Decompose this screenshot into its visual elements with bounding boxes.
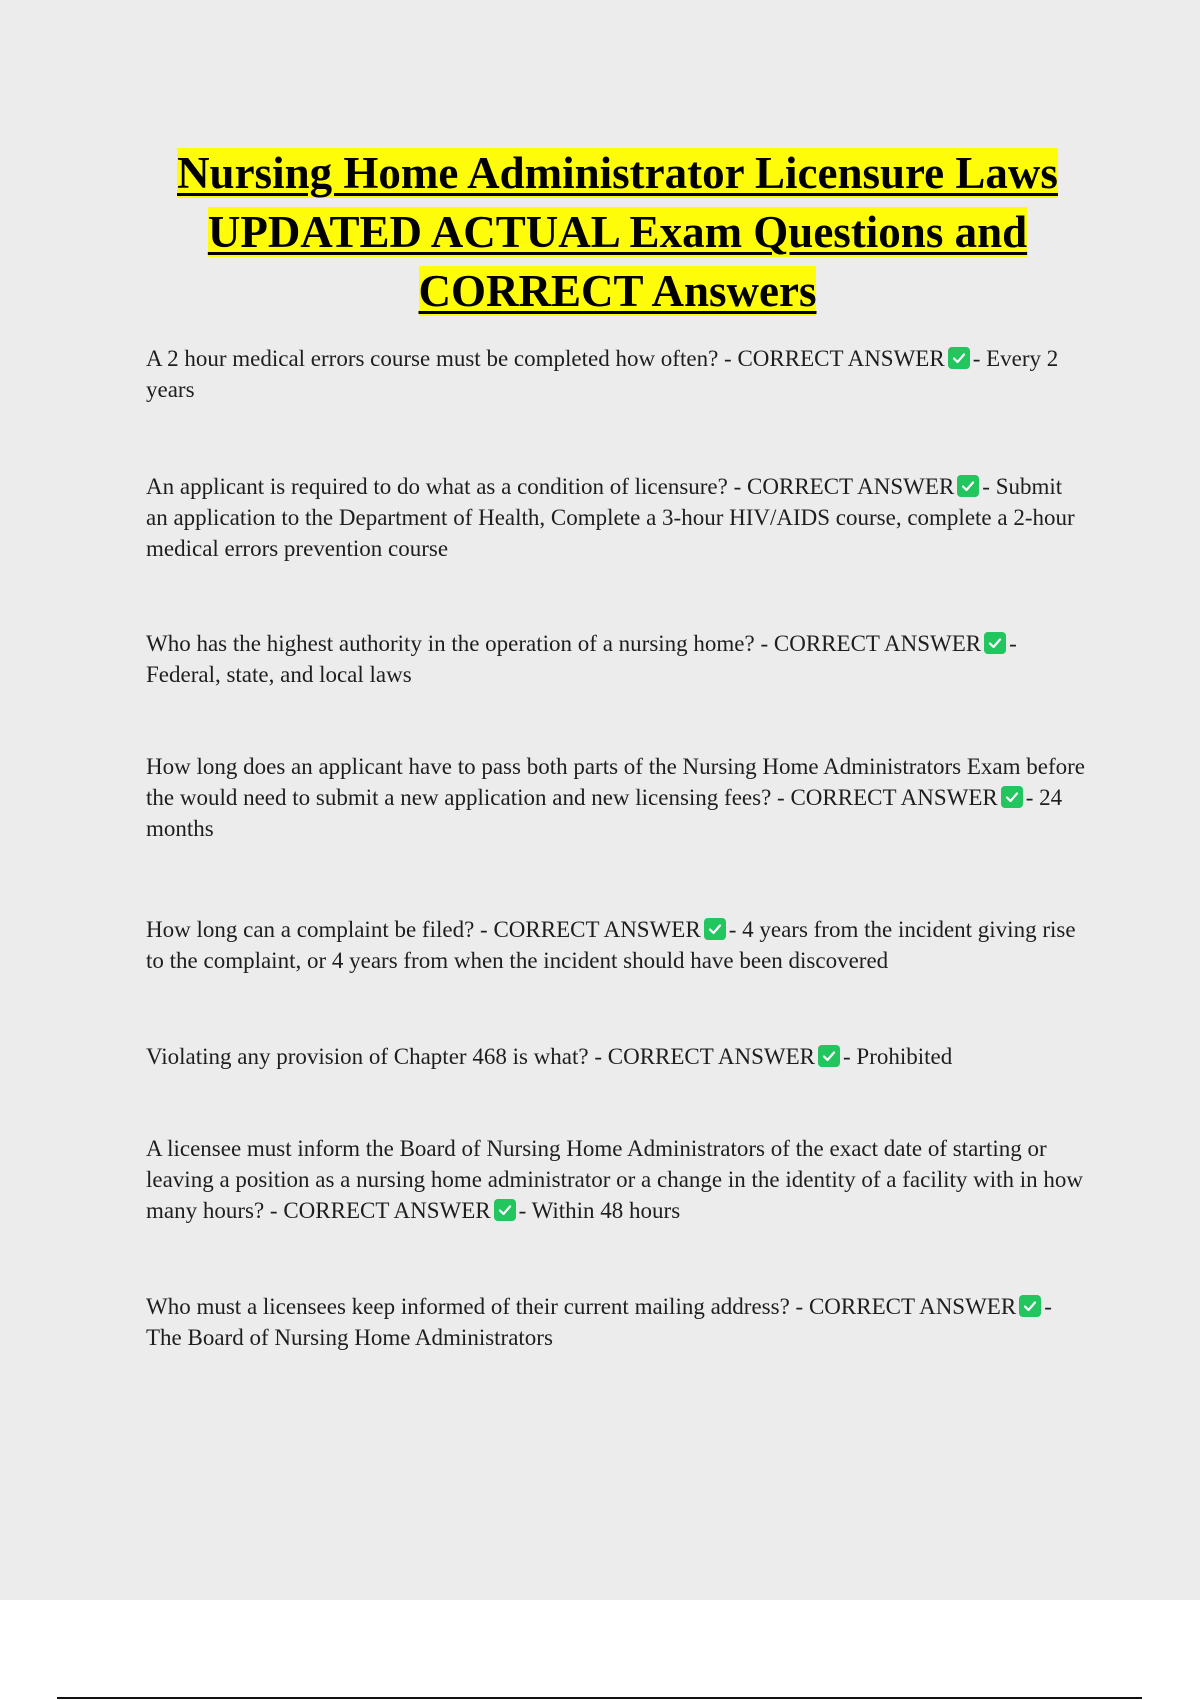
check-mark-icon: [1001, 786, 1023, 808]
answer-marker: CORRECT ANSWER: [283, 1198, 491, 1223]
check-mark-icon: [818, 1045, 840, 1067]
check-mark-icon: [984, 632, 1006, 654]
qa-item: Who must a licensees keep informed of their current mailing address? - CORRECT ANSWER - The Board of Nursing Home Administrators: [146, 1294, 1052, 1350]
answer-marker: CORRECT ANSWER: [808, 1294, 1017, 1319]
answer-text: Every 2 years: [146, 346, 1059, 402]
question-text: An applicant is required to do what as a condition of licensure?: [146, 474, 728, 499]
answer-marker: CORRECT ANSWER: [737, 346, 945, 371]
answer-marker: CORRECT ANSWER: [747, 474, 955, 499]
qa-item: A 2 hour medical errors course must be completed how often? - CORRECT ANSWER - Every 2 years: [146, 346, 1059, 402]
answer-text: Submit an application to the Department of Health, Complete a 3-hour HIV/AIDS course, complete a 2-hour medical errors prevention course: [146, 474, 1075, 561]
question-text: How long can a complaint be filed?: [146, 917, 475, 942]
question-text: Who has the highest authority in the operation of a nursing home?: [146, 631, 755, 656]
answer-text: Within 48 hours: [531, 1198, 681, 1223]
question-text: Violating any provision of Chapter 468 is what?: [146, 1044, 589, 1069]
check-mark-icon: [704, 918, 726, 940]
qa-item: An applicant is required to do what as a condition of licensure? - CORRECT ANSWER - Submit an application to the Department of Health, Complete a 3-hour HIV/AIDS course, complete a 2-hour medical errors prevention course: [146, 474, 1075, 561]
document-title: [140, 144, 1095, 321]
question-text: How long does an applicant have to pass both parts of the Nursing Home Administrators Exam before the would need to submit a new application and new licensing fees?: [146, 754, 1085, 810]
answer-marker: CORRECT ANSWER: [493, 917, 701, 942]
check-mark-icon: [494, 1199, 516, 1221]
question-text: A 2 hour medical errors course must be completed how often?: [146, 346, 719, 371]
qa-item: How long can a complaint be filed? - CORRECT ANSWER - 4 years from the incident giving rise to the complaint, or 4 years from when the incident should have been discovered: [146, 917, 1076, 973]
check-mark-icon: [957, 475, 979, 497]
bottom-divider: [57, 1697, 1142, 1699]
check-mark-icon: [948, 347, 970, 369]
answer-text: The Board of Nursing Home Administrators: [146, 1325, 553, 1350]
answer-text: Federal, state, and local laws: [146, 662, 412, 687]
qa-item: Violating any provision of Chapter 468 is what? - CORRECT ANSWER - Prohibited: [146, 1044, 953, 1069]
qa-item: A licensee must inform the Board of Nursing Home Administrators of the exact date of starting or leaving a position as a nursing home administrator or a change in the identity of a facility with in how many hours? - CORRECT ANSWER - Within 48 hours: [146, 1136, 1084, 1223]
answer-marker: CORRECT ANSWER: [607, 1044, 815, 1069]
answer-text: Prohibited: [856, 1044, 953, 1069]
answer-marker: CORRECT ANSWER: [773, 631, 982, 656]
question-text: A licensee must inform the Board of Nursing Home Administrators of the exact date of starting or leaving a position as a nursing home administrator or a change in the identity of a facility with in how many hours?: [146, 1136, 1084, 1223]
check-mark-icon: [1019, 1295, 1041, 1317]
qa-item: Who has the highest authority in the operation of a nursing home? - CORRECT ANSWER - Federal, state, and local laws: [146, 631, 1017, 687]
answer-text: 4 years from the incident giving rise to the complaint, or 4 years from when the incident should have been discovered: [146, 917, 1076, 973]
question-text: Who must a licensees keep informed of their current mailing address?: [146, 1294, 790, 1319]
answer-marker: CORRECT ANSWER: [790, 785, 998, 810]
qa-item: How long does an applicant have to pass both parts of the Nursing Home Administrators Exam before the would need to submit a new application and new licensing fees? - CORRECT ANSWER - 24 months: [146, 754, 1085, 841]
document-title-text: Nursing Home Administrator Licensure Laws UPDATED ACTUAL Exam Questions and CORRECT Answers: [177, 148, 1058, 316]
answer-text: 24 months: [146, 785, 1063, 841]
